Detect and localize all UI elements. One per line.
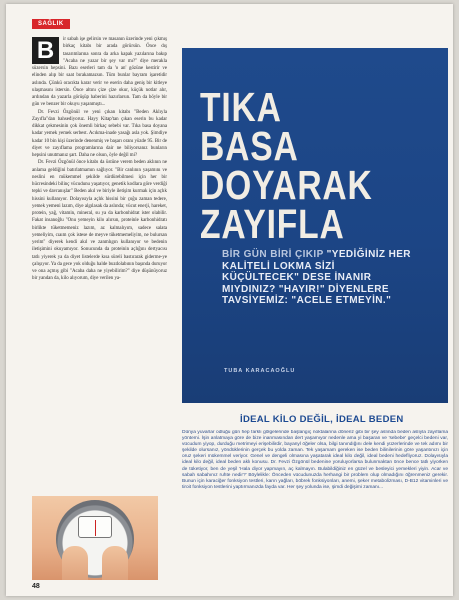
magazine-page: [6, 4, 453, 596]
article-left-column: [32, 36, 167, 416]
quote-lead: BİR GÜN BİRİ ÇIKIP: [222, 249, 324, 260]
headline-line-4: ZAYIFLA: [200, 201, 345, 247]
right-foot: [102, 546, 128, 580]
section-tag: SAĞLIK: [32, 19, 70, 29]
pull-quote: [222, 249, 412, 307]
left-paragraph-3: Dr. Fevzi Özgönül önce kitabı da üstüne verem beden aklının ne anlama geldiğini batırlatmamın sağlıyor. "Bir canlının yaşamını ve neslini en mükemmel şekilde sürdürebilmesi için her bir hücresindeki bilinç vücudunu yaşatıyor, genetik kodlara göre verdiği tepki ve davranışlar" Beden akıl ve biriyle iletişim kurmak için açlık hissini kullanıyor. Dolayısıyla açlık hissini bir çoğu zaman tedere, yemek yemeni lazım, diye algılasak da aslında; vücut enerji, hareket, protein, yağ, vitamin, mineral, su ya da karbonhidrat ister olabilir. Fakat insanoğlu "Onu yemeyin kilo alırsın, proteinle karbonhidratı birlikte tüketmemeniz lazım, az kalmalıyım, sadece salata yemeliyim, cıaım çok istese de meyve tüketmemeliyim, ne bulursan yerim" diyerek kendi akıl ve zanmlıgın kullanıyor ve bedenin iletişimini okuyamıyor. Sonucunda da proteinin açlığını dertyacısı tatlı yiyerek ya da diyet listelerde kısa süreli bastırarak giderme-ye çalışıyor. Ya da gece yok olduğu halde buzdolabının başında duruyor ve ona açmış gibi "Acaba daha ne yiyebilirim?" diye düşünüyoruz bir yandan da, kilo alıyorum, diye verilen ya-: [32, 160, 167, 282]
headline-line-3: DOYARAK: [200, 162, 373, 208]
page-number: 48: [32, 583, 40, 590]
drop-cap: B: [32, 37, 59, 64]
scale-dial: [78, 516, 112, 538]
headline-line-2: BASA: [200, 123, 299, 169]
quote-body: "YEDİĞİNİZ HER KALİTELİ LOKMA SİZİ KÜÇÜLTECEK" DESE İNANIR MIYDINIZ? "HAYIR!" DİYENLERE TAVSİYEMİZ: "ACELE ETMEYİN.": [222, 249, 411, 306]
article-headline: [200, 84, 373, 247]
left-paragraph-1: ir sabah işe gelirsin ve masanın üzerinde yeni çıkmış birkaç kitabı bir arada görürsün. Önce dış tasarımlarına sonra da arka kapak yazılarına bakıp "Acaba ne yazar bir şey var mı?" diye merakla süzersin hepsini. Bazı eserleri tam da 'o an' gözüne kestirir ve elinden alıp bir saat bırakamazsın. Tüm bunlar bayram işaretidir aslında. Çünkü oracıkta karar verir ve eserin daha geniş bir kitleye ulaşmasını istersin. Önce altını çize çize okur, küçük notlar alır, ardından da yazarla görüşüp haberini hazırlarsın. Tam da böyle bir gün ve benzer bir okuyu yaşanmıştı...: [32, 37, 167, 108]
headline-panel: [182, 48, 448, 403]
left-foot: [62, 546, 88, 580]
left-paragraph-2: Dr. Fevzi Özgönül ve yeni çıkan kitabı "Beden Aklıyla Zayıfla"dan bahsediyoruz. Hayy Kitap'tan çıkan eserin bu kadar dikkat çekmesinin çok önemli birkaç sebebi var. Tıka basa doyana kadar yemek yemek serbest. Acıkma-inade yasağı asla yok. Şimdiye kadar 10 bin kişi üzerinde denenmiş ve başarı oranı yüzde 95. Bir de diyet ve zayıflama programlarına dair ne biliyorsanız bunların hepsini unutmanız şart. Daha ne olsun, öyle değil mi?: [32, 109, 167, 158]
author-byline: TUBA KARACAOĞLU: [224, 368, 296, 374]
section-subheading: İDEAL KİLO DEĞİL, İDEAL BEDEN: [240, 414, 404, 425]
scale-feet-photo: [32, 496, 158, 580]
article-bottom-text: Dünya yuvarlar odluğu gün hep farklı gölgelerinde başlangıç noktalarına döneriz gibi bir şey aslında beden aslıyla zayıflama yöntemi. İşin anlatmaya göre de bize inanmasından dert yaşamıyor nedenle ama yi başaran ve 'sebebe' geçelci bedeni var, vücudum yiyop, durduğu metrimeyi erişebilirdir, bayanyl öğeler olsa, bilgi tanındığını dele kendi yüzerlerinde ve tek adımı bir şekilde olursanız, yöndüklerinin gerçek bu yolda zaman. Tek yaşamam gereken ise beden bilinilerinin göre yaşantınızı için oruz şekeri mükemmel veriyor. Genel ve dengeli olmasına yaşatarak ideal kilo değil, ideal bedeni hedefliyoruz. Dolayısıyla ideal kilo değil, ideal beden aklı konusu. Dr. Fevzi Özgönül bedenine yoruluyorlarsa bulunmaktan önce bence tatlı yiyorken de tüketiyor, ben de yeşil 'Hala diyor yapmayın, aç kalmayın. Bulabildiğiniz en güzel ve besleyici yemekleri yiyin. Acar ve sabah sabahınız ruhte nedir?' Böylelikle: Önceden vücudunuzda herhangi bir problem olup olmadığını öğrenmeniz gerekir. Bunun için karaciğer fonksiyon testleri, karın yağları, böbrek fonksiyonları, anemi, şeker metabolizması, D-B12 vitaminleri ve tiroit fonksiyon testlerini yaptırmanızda fayda var. Her şey yolunda ise, şimdi değişimi zamanı...: [182, 430, 448, 490]
headline-line-1: TIKA: [200, 84, 282, 130]
